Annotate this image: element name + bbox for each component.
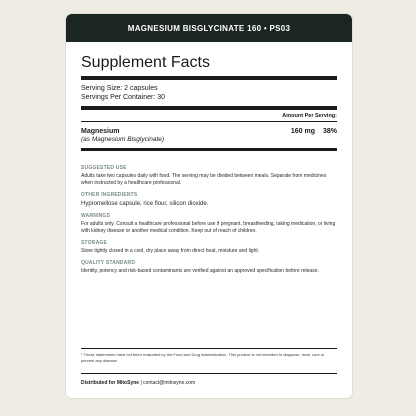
- supplement-facts-panel: [81, 54, 337, 151]
- section-heading: OTHER INGREDIENTS: [81, 192, 138, 198]
- nutrient-amounts: [291, 127, 337, 136]
- section-heading: QUALITY STANDARD: [81, 260, 136, 266]
- facts-title: Supplement Facts: [81, 54, 337, 80]
- servings-per-container: Servings Per Container: 30: [81, 94, 166, 101]
- nutrient-label-group: [81, 127, 164, 144]
- section-heading: STORAGE: [81, 240, 108, 246]
- amount-per-serving-header: Amount Per Serving:: [81, 110, 337, 122]
- section-quality-standard: [81, 260, 337, 275]
- section-warnings: [81, 213, 337, 235]
- section-text: Hypromellose capsule, rice flour, silicon dioxide.: [81, 201, 209, 207]
- distributor-line: [81, 373, 337, 386]
- section-other-ingredients: [81, 192, 337, 208]
- section-suggested-use: [81, 165, 337, 187]
- nutrient-daily-value: 38%: [322, 128, 337, 135]
- nutrient-form: (as Magnesium Bisglycinate): [81, 136, 165, 143]
- section-text: Store tightly closed in a cool, dry place away from direct heat, moisture and light.: [81, 248, 260, 254]
- nutrient-row: [81, 122, 337, 151]
- section-storage: [81, 240, 337, 255]
- product-banner: MAGNESIUM BISGLYCINATE 160 • PS03: [66, 14, 352, 42]
- label-info-sections: [81, 165, 337, 275]
- section-heading: WARNINGS: [81, 213, 111, 219]
- nutrient-name: Magnesium: [81, 128, 120, 135]
- fda-disclaimer: * These statements have not been evaluated by the Food and Drug Administration. This product is not intended to diagnose, treat, cure or prevent any disease.: [81, 348, 337, 363]
- nutrient-amount: 160 mg: [290, 128, 315, 135]
- section-text: Adults take two capsules daily with food. The serving may be divided between meals. Separate from medicines when instructed by a healthcare professional.: [81, 173, 327, 186]
- distributor-contact: contact@mitosyne.com: [143, 380, 196, 386]
- section-text: For adults only. Consult a healthcare professional before use if pregnant, breastfeeding, taking medication, or living with kidney disease or another medical condition. Keep out of reach of children.: [81, 221, 336, 234]
- serving-info: [81, 80, 337, 110]
- distributor-label: Distributed for MitoSyne: [81, 380, 140, 386]
- supplement-label: [66, 14, 352, 398]
- serving-size: Serving Size: 2 capsules: [81, 85, 158, 92]
- distributor-separator: |: [139, 380, 144, 386]
- section-text: Identity, potency and risk-based contaminants are verified against an approved specification before release.: [81, 268, 319, 274]
- section-heading: SUGGESTED USE: [81, 165, 127, 171]
